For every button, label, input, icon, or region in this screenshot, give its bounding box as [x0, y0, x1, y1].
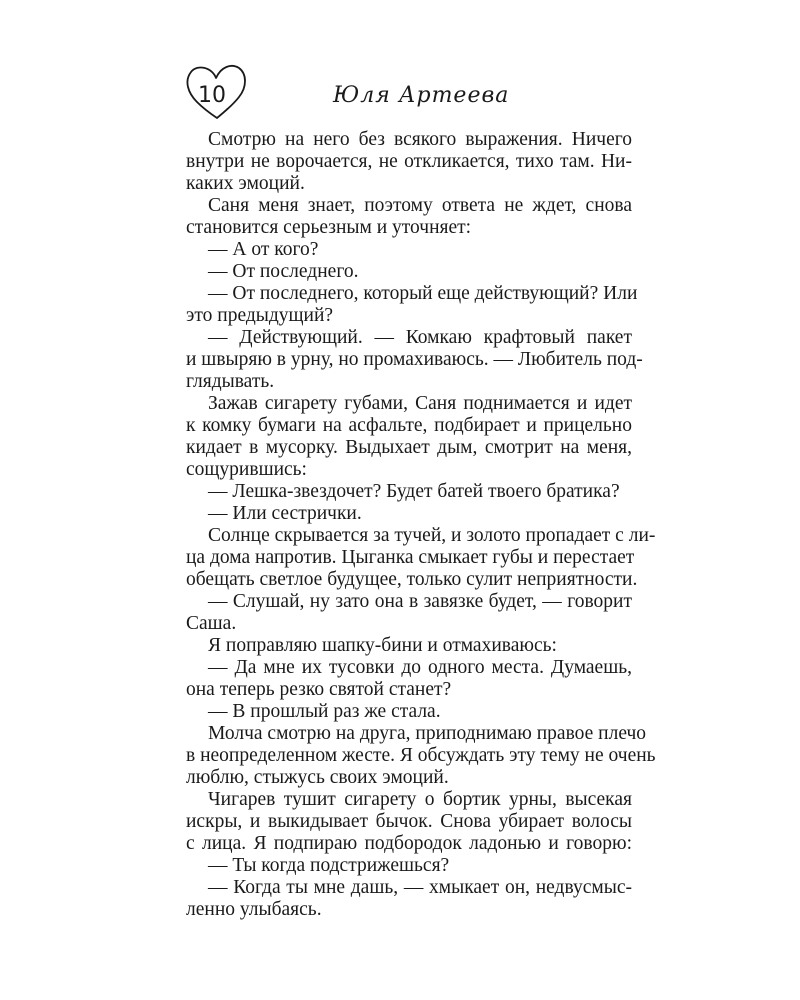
text-line: Зажав сигарету губами, Саня поднимается и идет	[208, 393, 632, 414]
body-text	[186, 129, 656, 921]
page-header	[185, 62, 645, 122]
text-line: обещать светлое будущее, только сулит неприятности.	[186, 569, 638, 590]
text-line: — Да мне их тусовки до одного места. Думаешь,	[208, 657, 632, 678]
text-line: — Когда ты мне дашь, — хмыкает он, недвусмыс-	[208, 877, 632, 898]
text-line: — Лешка-звездочет? Будет батей твоего братика?	[208, 481, 620, 502]
text-line: становится серьезным и уточняет:	[186, 217, 472, 238]
page-number: 10	[198, 83, 226, 108]
text-line: Солнце скрывается за тучей, и золото пропадает с ли-	[208, 525, 656, 546]
text-line: Молча смотрю на друга, приподнимаю правое плечо	[208, 723, 647, 744]
text-line: ца дома напротив. Цыганка смыкает губы и перестает	[186, 547, 635, 568]
text-line: — В прошлый раз же стала.	[208, 701, 441, 722]
text-line: Чигарев тушит сигарету о бортик урны, высекая	[208, 789, 632, 810]
text-line: это предыдущий?	[186, 305, 334, 326]
text-line: глядывать.	[186, 371, 275, 392]
text-line: она теперь резко святой станет?	[186, 679, 452, 700]
text-line: — Действующий. — Комкаю крафтовый пакет	[208, 327, 632, 348]
text-line: Я поправляю шапку-бини и отмахиваюсь:	[208, 635, 557, 656]
text-line: — Слушай, ну зато она в завязке будет, — говорит	[208, 591, 632, 612]
text-line: сощурившись:	[186, 459, 307, 480]
text-line: Смотрю на него без всякого выражения. Ничего	[208, 129, 632, 150]
text-line: — Ты когда подстрижешься?	[208, 855, 450, 876]
text-line: — Или сестрички.	[208, 503, 362, 524]
text-line: в неопределенном жесте. Я обсуждать эту тему не очень	[186, 745, 656, 766]
text-line: — От последнего.	[208, 261, 359, 282]
text-line: к комку бумаги на асфальте, подбирает и прицельно	[186, 415, 632, 436]
text-line: с лица. Я подпираю подбородок ладонью и говорю:	[186, 833, 632, 854]
text-line: искры, и выкидывает бычок. Снова убирает волосы	[186, 811, 632, 832]
text-line: Саня меня знает, поэтому ответа не ждет, снова	[208, 195, 632, 216]
text-line: — А от кого?	[208, 239, 319, 260]
text-line: люблю, стыжусь своих эмоций.	[186, 767, 449, 788]
text-line: кидает в мусорку. Выдыхает дым, смотрит на меня,	[186, 437, 632, 458]
text-line: каких эмоций.	[186, 173, 305, 194]
text-line: внутри не ворочается, не откликается, тихо там. Ни-	[186, 151, 632, 172]
text-line: и швыряю в урну, но промахиваюсь. — Любитель под-	[186, 349, 643, 370]
running-head-author: Юля Артеева	[333, 83, 510, 108]
text-line: — От последнего, который еще действующий? Или	[208, 283, 638, 304]
text-line: Саша.	[186, 613, 237, 634]
text-line: ленно улыбаясь.	[186, 899, 322, 920]
